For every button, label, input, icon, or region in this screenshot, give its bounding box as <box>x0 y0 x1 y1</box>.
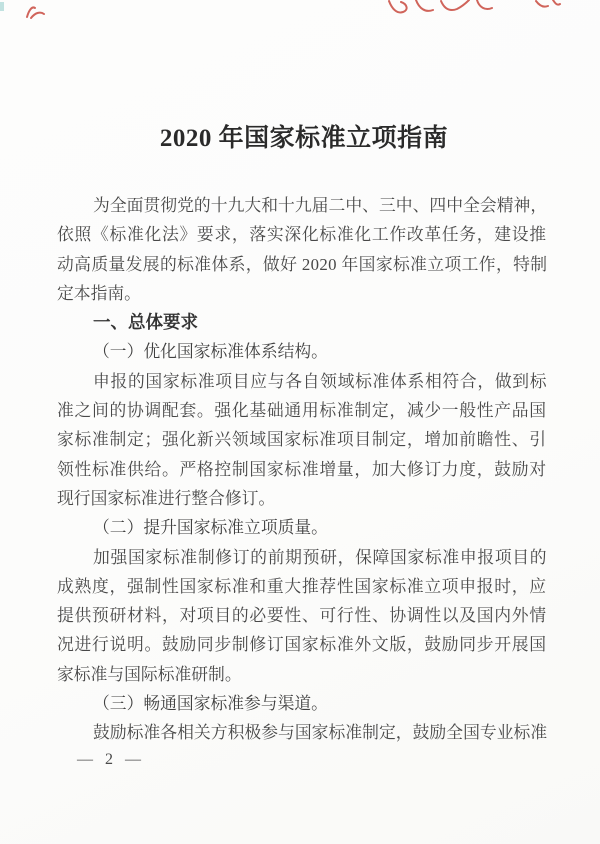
paragraph-line: 成熟度，强制性国家标准和重大推荐性国家标准立项申报时，应 <box>57 576 547 596</box>
heading2-line: （一）优化国家标准体系结构。 <box>93 342 328 362</box>
page-number: — 2 — <box>77 751 142 768</box>
red-pen-marks <box>0 0 600 26</box>
heading2-line: （二）提升国家标准立项质量。 <box>93 518 328 538</box>
paragraph-line: 况进行说明。鼓励同步制修订国家标准外文版，鼓励同步开展国 <box>57 635 547 655</box>
red-pen-mark-center <box>389 0 492 12</box>
paragraph-line: 现行国家标准进行整合修订。 <box>57 488 276 508</box>
paragraph-line: 提供预研材料，对项目的必要性、可行性、协调性以及国内外情 <box>57 606 547 626</box>
paragraph-line: 为全面贯彻党的十九大和十九届二中、三中、四中全会精神， <box>93 196 548 215</box>
paragraph-line: 家标准制定；强化新兴领域国家标准项目制定，增加前瞻性、引 <box>57 430 547 450</box>
heading2-line: （三）畅通国家标准参与渠道。 <box>93 694 328 714</box>
scan-artifact <box>0 2 4 11</box>
document-title: 2020 年国家标准立项指南 <box>159 125 449 152</box>
red-pen-mark-right <box>536 0 560 7</box>
red-pen-mark-left <box>27 7 44 18</box>
paragraph-line: 动高质量发展的标准体系，做好 2020 年国家标准立项工作，特制 <box>57 254 548 274</box>
paragraph-line: 定本指南。 <box>57 283 141 303</box>
heading1-line: 一、总体要求 <box>93 312 198 333</box>
paragraph-line: 鼓励标准各相关方积极参与国家标准制定，鼓励全国专业标准 <box>93 723 548 743</box>
paragraph-line: 加强国家标准制修订的前期预研，保障国家标准申报项目的 <box>93 547 548 567</box>
paragraph-line: 申报的国家标准项目应与各自领域标准体系相符合，做到标 <box>93 371 548 391</box>
paragraph-line: 准之间的协调配套。强化基础通用标准制定，减少一般性产品国 <box>57 401 547 421</box>
paragraph-line: 依照《标准化法》要求，落实深化标准化工作改革任务，建设推 <box>57 225 547 245</box>
paragraph-line: 领性标准供给。严格控制国家标准增量，加大修订力度，鼓励对 <box>57 459 547 479</box>
paragraph-line: 家标准与国际标准研制。 <box>57 664 242 684</box>
document-body <box>57 191 547 748</box>
